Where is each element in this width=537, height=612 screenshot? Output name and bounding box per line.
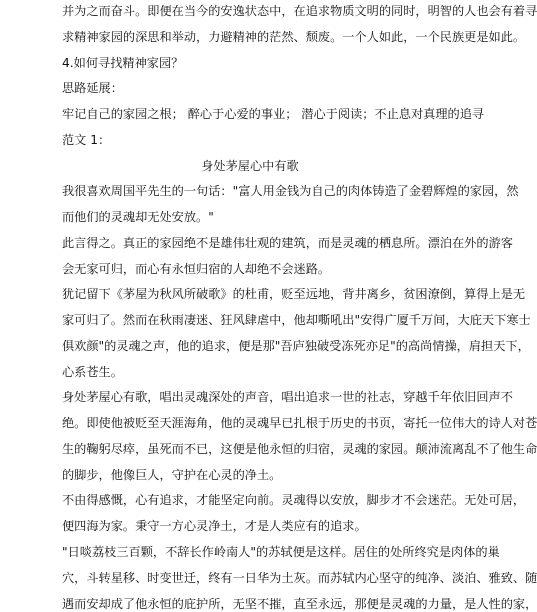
text-line: 求精神家园的深思和举动，力避精神的茫然、颓废。一个人如此，一个民族更是如此。 <box>62 30 526 44</box>
text-line: 思路延展： <box>62 81 123 95</box>
text-line: 犹记留下《茅屋为秋风所破歌》的杜甫，贬至远地，背井离乡，贫困潦倒，算得上是无 <box>62 287 526 301</box>
section-heading: 4.如何寻找精神家园？ <box>62 56 184 70</box>
text-line: 范文 1： <box>62 133 111 147</box>
text-line: 遇而安却成了他永恒的庇护所，无坚不摧，直至永远，那便是灵魂的力量，是人性的家， <box>62 597 537 611</box>
text-line: "日啖荔枝三百颗，不辞长作岭南人"的苏轼便是这样。居住的处所终究是肉体的巢 <box>62 545 500 559</box>
text-line: 不由得感慨，心有追求，才能坚定向前。灵魂得以安放，脚步才不会迷茫。无处可居， <box>62 493 526 507</box>
text-line: 绝。即使他被贬至天涯海角，他的灵魂早已扎根于历史的书页，寄托一位伟大的诗人对苍 <box>62 416 537 430</box>
text-line: 生的鞠躬尽瘁，虽死而不已，这便是他永恒的归宿，灵魂的家园。颠沛流离乱不了他生命 <box>62 442 537 456</box>
text-line: 心系苍生。 <box>62 365 123 379</box>
essay-title: 身处茅屋心中有歌 <box>201 159 299 173</box>
text-line: 的脚步，他像巨人，守护在心灵的净土。 <box>62 468 282 482</box>
text-line: 家可归了。然而在秋雨凄迷、狂风肆虐中，他却嘶吼出"安得广厦千万间，大庇天下寒士 <box>62 313 531 327</box>
text-line: 会无家可归，而心有永恒归宿的人却绝不会迷路。 <box>62 262 331 276</box>
text-line: 我很喜欢周国平先生的一句话："富人用金钱为自己的肉体铸造了金碧辉煌的家园，然 <box>62 184 519 198</box>
text-line: 穴，斗转星移、时变世迁，终有一日华为土灰。而苏轼内心坚守的纯净、淡泊、雅致、随 <box>62 571 537 585</box>
text-line: 而他们的灵魂却无处安放。" <box>62 210 214 224</box>
text-line: 身处茅屋心有歌，唱出灵魂深处的声音，唱出追求一世的社志，穿越千年依旧回声不 <box>62 390 513 404</box>
text-line: 牢记自己的家园之根； 醉心于心爱的事业； 潜心于阅读；不止息对真理的追寻 <box>62 107 485 121</box>
text-line: 俱欢颜"的灵魂之声，他的追求，便是那"吾庐独破受冻死亦足"的高尚情操，肩担天下， <box>62 339 530 353</box>
text-line: 便四海为家。秉守一方心灵净土，才是人类应有的追求。 <box>62 519 367 533</box>
text-line: 此言得之。真正的家园绝不是雄伟壮观的建筑，而是灵魂的栖息所。漂泊在外的游客 <box>62 236 513 250</box>
text-line: 并为之而奋斗。即便在当今的安逸状态中，在追求物质文明的同时，明智的人也会有着寻 <box>62 4 537 18</box>
